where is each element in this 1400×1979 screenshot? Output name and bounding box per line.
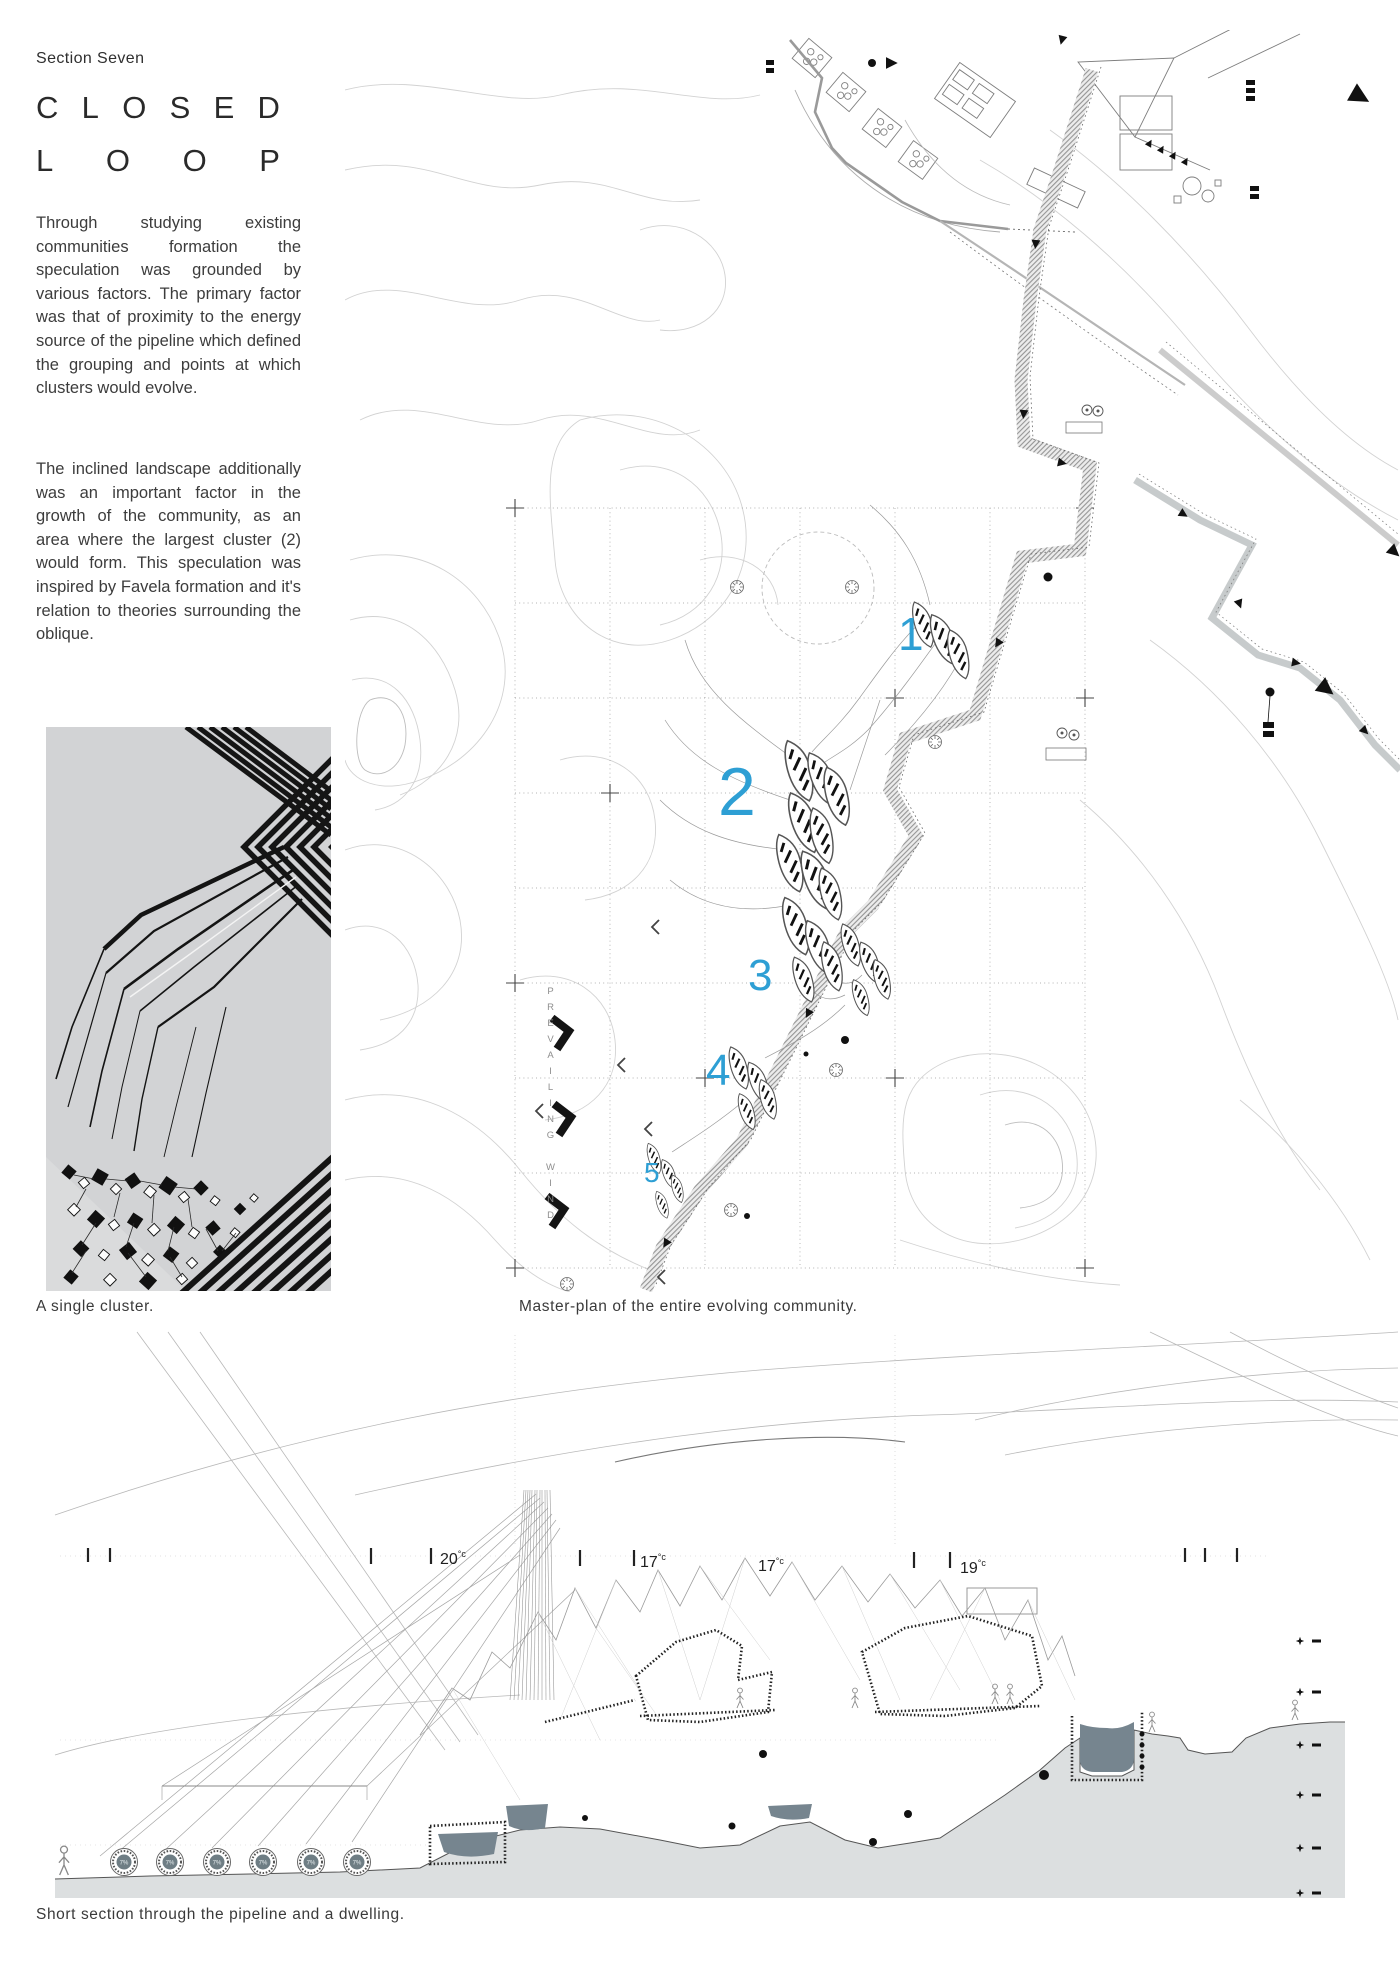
- intro-paragraph-2: The inclined landscape additionally was an important factor in the growth of the community, as an area where the largest cluster (2) would form. This speculation was inspired by Favela formation and it's relation to theories surrounding the oblique.: [36, 460, 301, 644]
- pipe-label: 7%: [306, 1860, 316, 1867]
- pipe-label: 7%: [212, 1860, 222, 1867]
- cluster-2-pods: [770, 737, 857, 1005]
- contour-lines: [345, 84, 1398, 1292]
- photo-caption: A single cluster.: [36, 1298, 154, 1315]
- slope-label-17b: $17^{^\circ c}$: [758, 1556, 784, 1575]
- cluster-label-2: 2: [718, 754, 756, 830]
- section-caption: Short section through the pipeline and a dwelling.: [36, 1906, 405, 1923]
- cluster-3-pods: [836, 921, 896, 1018]
- section-label: Section Seven: [36, 50, 145, 67]
- intro-paragraph-1: Through studying existing communities formation the speculation was grounded by various factors. The primary factor was that of proximity to the energy source of the pipeline which defined the grouping and points at which clusters would evolve.: [36, 214, 301, 398]
- slope-label-17a: $17^{^\circ c}$: [640, 1552, 666, 1571]
- page-title: [36, 90, 280, 196]
- prevailing-wind-label: PREVAILING WIND: [545, 986, 556, 1226]
- ground-mass: [55, 1722, 1345, 1898]
- single-cluster-photo: [46, 727, 331, 1291]
- slope-label-19: $19^{^\circ c}$: [960, 1558, 986, 1577]
- masterplan-drawing: [345, 30, 1400, 1292]
- slope-label-20: $20^{^\circ c}$: [440, 1549, 466, 1568]
- pipe-label: 7%: [352, 1860, 362, 1867]
- pipeline-elevation: [100, 1490, 575, 1856]
- pipeline-band: [646, 67, 1400, 1290]
- cluster-label-4: 4: [706, 1046, 731, 1095]
- cluster-label-1: 1: [898, 608, 924, 660]
- cluster-label-5: 5: [644, 1157, 660, 1188]
- pipe-label: 7%: [165, 1860, 175, 1867]
- section-drawing: [0, 1330, 1400, 1930]
- title-line-1: C L O S E D: [36, 90, 280, 125]
- cluster-label-3: 3: [748, 951, 773, 1000]
- title-line-2: L O O P: [36, 143, 280, 178]
- pipe-label: 7%: [119, 1860, 129, 1867]
- pipe-label: 7%: [258, 1860, 268, 1867]
- pipeline-pipes: [111, 1849, 371, 1876]
- masterplan-caption: Master-plan of the entire evolving community.: [519, 1298, 858, 1315]
- legend-box: [967, 1588, 1037, 1614]
